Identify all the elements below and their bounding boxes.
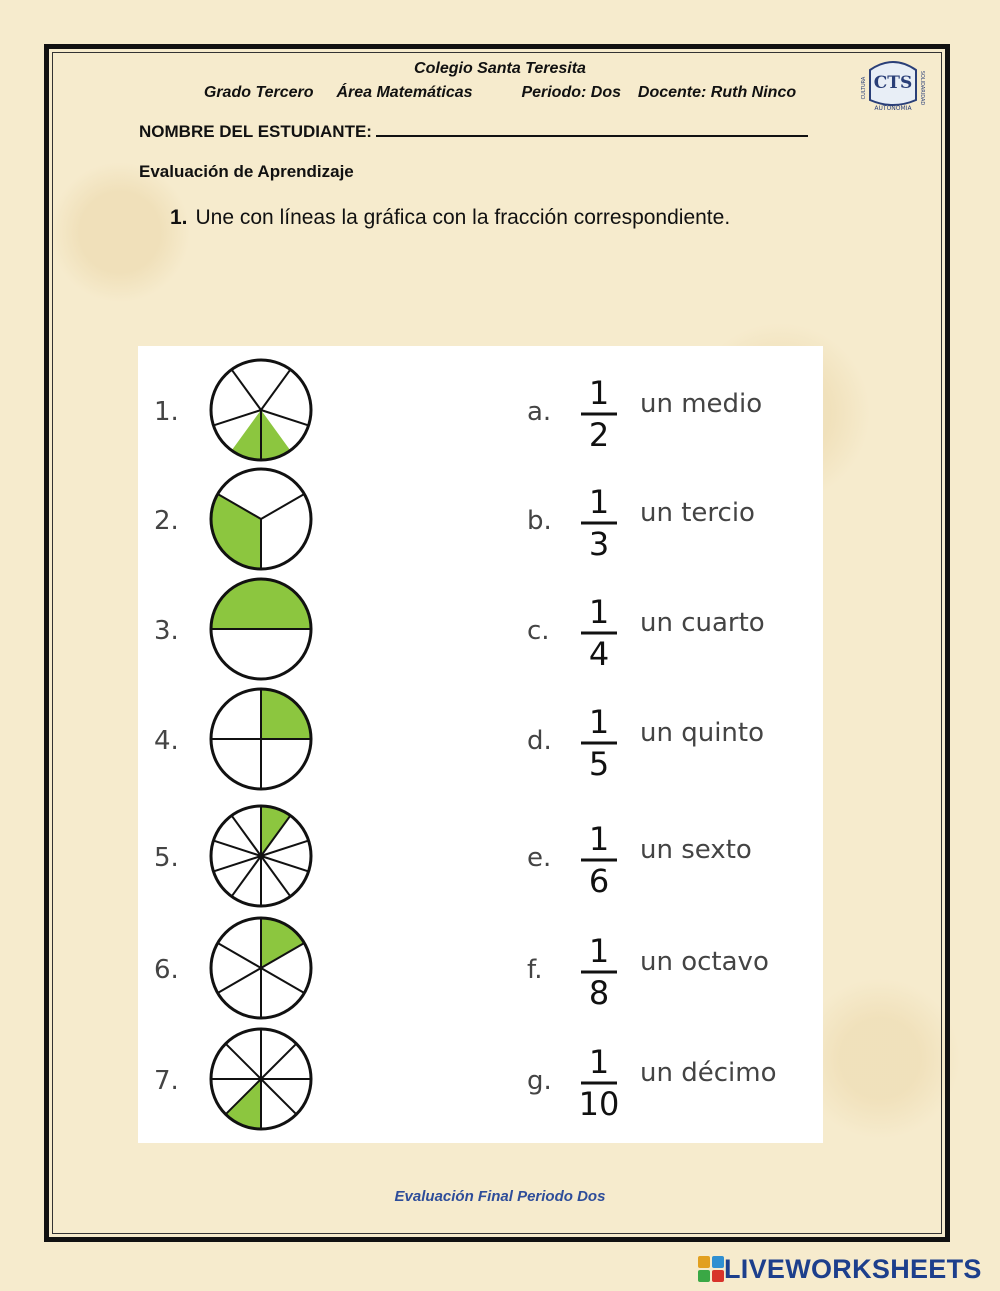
fraction-numerator: 1: [588, 593, 610, 631]
fraction-name: un tercio: [640, 498, 755, 528]
fraction-letter: f.: [527, 955, 543, 985]
fraction-numerator: 1: [588, 932, 610, 970]
fraction-name: un octavo: [640, 947, 769, 977]
matching-exercise-graphic: [138, 346, 823, 1143]
shaded-sector: [211, 579, 311, 629]
fraction-letter: e.: [527, 843, 552, 873]
footer-text: Evaluación Final Periodo Dos: [394, 1188, 606, 1205]
fraction-letter: d.: [527, 726, 552, 756]
logo-motto-right: SOLIDARIDAD: [919, 70, 925, 106]
period: Periodo: Dos: [521, 84, 621, 101]
shaded-sector: [226, 1079, 261, 1129]
division-line: [218, 968, 261, 993]
division-line: [213, 841, 261, 856]
evaluation-title: Evaluación de Aprendizaje: [139, 162, 354, 181]
fraction-letter: g.: [527, 1066, 552, 1096]
division-line: [261, 370, 290, 410]
division-line: [232, 370, 261, 410]
figure-number: 1.: [154, 397, 179, 427]
division-line: [261, 856, 290, 896]
fraction-numerator: 1: [588, 483, 610, 521]
division-line: [232, 856, 261, 896]
course-info: [0, 84, 1000, 102]
fraction-denominator: 8: [588, 974, 610, 1012]
division-line: [213, 856, 261, 871]
fraction-numerator: 1: [588, 820, 610, 858]
division-line: [261, 1079, 296, 1114]
fraction-letter: a.: [527, 397, 552, 427]
figure-number: 2.: [154, 506, 179, 536]
fraction-denominator: 5: [588, 745, 610, 783]
division-line: [218, 943, 261, 968]
figure-number: 7.: [154, 1066, 179, 1096]
teacher: Docente: Ruth Ninco: [637, 84, 797, 101]
fraction-denominator: 3: [588, 525, 610, 563]
grade: Grado Tercero: [203, 84, 314, 101]
figure-number: 5.: [154, 843, 179, 873]
fraction-letter: c.: [527, 616, 550, 646]
student-name-blank[interactable]: [376, 119, 808, 137]
fraction-name: un décimo: [640, 1058, 777, 1088]
logo-motto-bottom: AUTONOMIA: [874, 105, 912, 112]
division-line: [261, 968, 304, 993]
student-name-label: NOMBRE DEL ESTUDIANTE:: [139, 122, 372, 141]
division-line: [261, 1044, 296, 1079]
shaded-sector: [261, 918, 304, 968]
fraction-numerator: 1: [588, 374, 610, 412]
fraction-denominator: 6: [588, 862, 610, 900]
fraction-denominator: 2: [588, 416, 610, 454]
fraction-numerator: 1: [588, 1043, 610, 1081]
fraction-denominator: 4: [588, 635, 610, 673]
fraction-name: un cuarto: [640, 608, 765, 638]
division-line: [226, 1044, 261, 1079]
liveworksheets-icon: [698, 1256, 724, 1282]
fraction-letter: b.: [527, 506, 552, 536]
figure-number: 4.: [154, 726, 179, 756]
division-line: [261, 856, 309, 871]
brand-logo: [698, 1254, 982, 1284]
logo-monogram: CTS: [873, 73, 913, 93]
division-line: [232, 816, 261, 856]
figure-number: 6.: [154, 955, 179, 985]
student-name-row: [139, 119, 808, 142]
question-number: 1.: [170, 206, 188, 229]
subject-area: Área Matemáticas: [336, 84, 473, 101]
fraction-name: un quinto: [640, 718, 765, 748]
fraction-denominator: 10: [578, 1085, 620, 1123]
logo-motto-left: CULTURA: [861, 76, 867, 100]
figure-number: 3.: [154, 616, 179, 646]
brand-name: LIVEWORKSHEETS: [724, 1253, 982, 1284]
matching-exercise: [138, 346, 823, 1143]
fraction-name: un sexto: [640, 835, 752, 865]
division-line: [261, 494, 304, 519]
question-text: Une con líneas la gráfica con la fracción correspondiente.: [195, 206, 731, 229]
question-1: [170, 206, 730, 230]
fraction-numerator: 1: [588, 703, 610, 741]
school-name: Colegio Santa Teresita: [414, 60, 586, 77]
school-logo: [860, 52, 926, 114]
fraction-name: un medio: [640, 389, 763, 419]
